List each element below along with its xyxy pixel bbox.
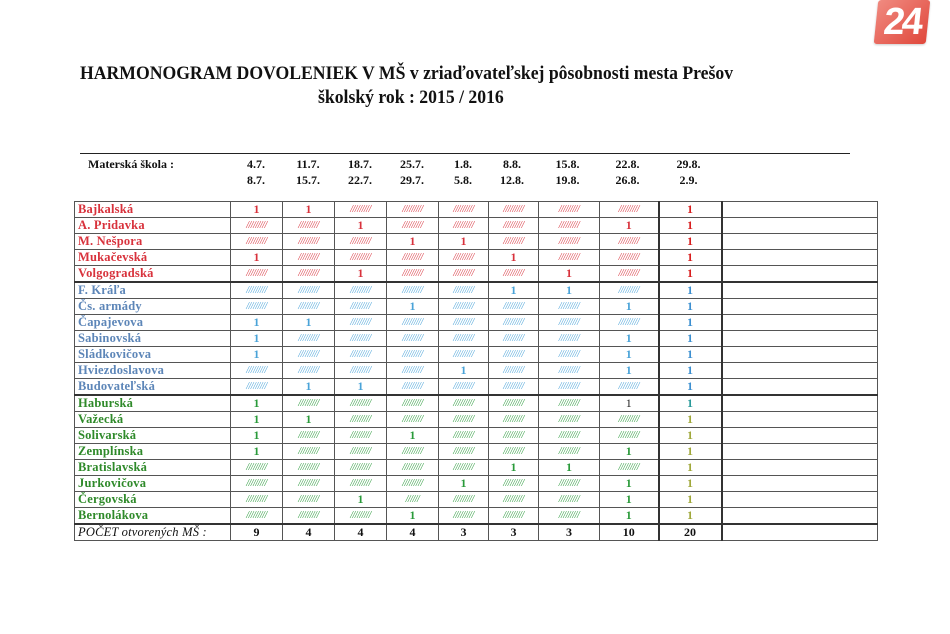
school-name: Bratislavská [75,460,231,476]
open-cell: 1 [231,395,283,412]
closed-cell: ///////// [439,282,489,299]
open-cell: 1 [659,202,722,218]
closed-cell: ///////// [283,444,335,460]
closed-cell: ///////// [489,315,539,331]
closed-cell: ///////// [231,363,283,379]
open-cell: 1 [231,250,283,266]
closed-cell: ///////// [387,395,439,412]
school-name: Čapajevova [75,315,231,331]
closed-cell: ///////// [439,395,489,412]
open-cell: 1 [387,299,439,315]
open-cell: 1 [489,460,539,476]
empty-cell [722,266,878,283]
closed-cell: ///////// [539,444,600,460]
week-start: 1.8. [454,157,472,171]
closed-cell: ///////// [283,347,335,363]
closed-cell: ///////// [489,444,539,460]
open-cell: 1 [659,476,722,492]
closed-cell: ///////// [539,363,600,379]
table-row [75,299,878,315]
open-cell: 1 [489,250,539,266]
week-end: 8.7. [247,173,265,187]
open-cell: 1 [600,508,659,525]
closed-cell: ///////// [439,299,489,315]
closed-cell: ///////// [600,379,659,396]
header-label: Materská škola : [88,157,174,171]
week-start: 25.7. [400,157,424,171]
open-cell: 1 [231,428,283,444]
total-value: 4 [387,524,439,541]
closed-cell: ///////// [387,412,439,428]
closed-cell: ///////// [283,218,335,234]
table-row [75,282,878,299]
closed-cell: ///////// [335,234,387,250]
closed-cell: ///////// [283,395,335,412]
open-cell: 1 [489,282,539,299]
week-end: 15.7. [296,173,320,187]
closed-cell: ///////// [489,412,539,428]
table-row [75,234,878,250]
empty-cell [722,282,878,299]
closed-cell: ///////// [489,476,539,492]
empty-cell [722,412,878,428]
open-cell: 1 [439,234,489,250]
empty-cell [722,379,878,396]
closed-cell: ///////// [231,508,283,525]
header-week-7 [537,156,598,188]
open-cell: 1 [659,331,722,347]
closed-cell: ///////// [539,234,600,250]
closed-cell: ///////// [489,395,539,412]
header-week-3 [334,156,386,188]
empty-cell [722,444,878,460]
closed-cell: ///////// [539,202,600,218]
closed-cell: ///////// [439,202,489,218]
table-row [75,331,878,347]
total-value: 3 [539,524,600,541]
table-row [75,363,878,379]
empty-cell [722,234,878,250]
closed-cell: ///////// [600,202,659,218]
open-cell: 1 [600,363,659,379]
totals-label: POČET otvorených MŠ : [75,524,231,541]
closed-cell: ///////// [439,428,489,444]
open-cell: 1 [659,282,722,299]
total-value: 9 [231,524,283,541]
table-row [75,315,878,331]
header-week-8 [598,156,657,188]
closed-cell: ///////// [231,218,283,234]
closed-cell: ///////// [439,315,489,331]
empty-cell [722,250,878,266]
open-cell: 1 [387,234,439,250]
empty-cell [722,299,878,315]
open-cell: 1 [659,363,722,379]
empty-cell [722,492,878,508]
closed-cell: ///////// [387,347,439,363]
closed-cell: ///////// [231,282,283,299]
week-start: 11.7. [296,157,320,171]
closed-cell: ///////// [283,363,335,379]
school-name: Sládkovičova [75,347,231,363]
closed-cell: ///////// [387,379,439,396]
closed-cell: ///////// [231,234,283,250]
table-row [75,250,878,266]
table-row [75,508,878,525]
closed-cell: ///////// [283,299,335,315]
closed-cell: ///////// [283,250,335,266]
school-name: Sabinovská [75,331,231,347]
closed-cell: ///////// [439,347,489,363]
empty-cell [722,331,878,347]
week-start: 15.8. [555,157,580,171]
open-cell: 1 [387,428,439,444]
header-week-1 [230,156,282,188]
closed-cell: ///////// [387,476,439,492]
open-cell: 1 [659,395,722,412]
open-cell: 1 [600,492,659,508]
open-cell: 1 [539,266,600,283]
school-name: Bajkalská [75,202,231,218]
week-end: 22.7. [348,173,372,187]
closed-cell: ///////// [387,315,439,331]
school-name: Važecká [75,412,231,428]
closed-cell: ///////// [600,234,659,250]
week-start: 18.7. [348,157,372,171]
open-cell: 1 [659,444,722,460]
week-start: 4.7. [247,157,265,171]
closed-cell: ///////// [283,266,335,283]
closed-cell: ///////// [539,315,600,331]
closed-cell: ///////// [439,379,489,396]
vacation-schedule-table [74,201,878,541]
closed-cell: ///////// [539,412,600,428]
closed-cell: ///////// [489,202,539,218]
empty-cell [722,508,878,525]
header-rule [80,153,850,154]
closed-cell: ///////// [335,412,387,428]
closed-cell: ///////// [335,428,387,444]
closed-cell: ///////// [231,266,283,283]
closed-cell: ///////// [335,299,387,315]
closed-cell: ///////// [335,444,387,460]
closed-cell: ///////// [283,428,335,444]
school-name: Mukačevská [75,250,231,266]
open-cell: 1 [231,331,283,347]
school-name: Haburská [75,395,231,412]
closed-cell: ///////// [335,282,387,299]
closed-cell: ///////// [600,315,659,331]
closed-cell: ///////// [283,331,335,347]
closed-cell: ///////// [335,347,387,363]
closed-cell: ///////// [489,218,539,234]
closed-cell: ///////// [489,331,539,347]
school-name: F. Kráľa [75,282,231,299]
closed-cell: ///////// [489,428,539,444]
school-name: A. Pridavka [75,218,231,234]
week-start: 8.8. [503,157,521,171]
closed-cell: ///////// [387,250,439,266]
open-cell: 1 [659,234,722,250]
open-cell: 1 [659,266,722,283]
open-cell: 1 [659,508,722,525]
closed-cell: ///////// [539,476,600,492]
total-value: 4 [335,524,387,541]
open-cell: 1 [439,363,489,379]
closed-cell: ///////// [439,331,489,347]
empty-cell [722,524,878,541]
closed-cell: ///////// [335,202,387,218]
closed-cell: ///////// [439,508,489,525]
open-cell: 1 [659,460,722,476]
open-cell: 1 [659,428,722,444]
closed-cell: ///////// [600,266,659,283]
empty-cell [722,315,878,331]
open-cell: 1 [600,299,659,315]
closed-cell: ///////// [439,250,489,266]
totals-row [75,524,878,541]
portal-24-logo: 24 [874,0,931,44]
closed-cell: ///////// [283,234,335,250]
total-value: 3 [489,524,539,541]
open-cell: 1 [600,331,659,347]
week-end: 2.9. [679,173,698,187]
header-week-9 [657,156,720,188]
week-start: 22.8. [615,157,640,171]
open-cell: 1 [283,202,335,218]
closed-cell: ///////// [600,250,659,266]
school-name: Bernolákova [75,508,231,525]
closed-cell: ///////// [539,331,600,347]
open-cell: 1 [659,218,722,234]
table-row [75,428,878,444]
open-cell: 1 [335,492,387,508]
closed-cell: ///////// [335,363,387,379]
total-value: 3 [439,524,489,541]
open-cell: 1 [231,444,283,460]
closed-cell: ///////// [387,460,439,476]
closed-cell: ///////// [539,428,600,444]
closed-cell: ///////// [335,395,387,412]
closed-cell: ///////// [489,363,539,379]
closed-cell: ///////// [439,460,489,476]
closed-cell: ///////// [335,250,387,266]
school-name: Zemplínska [75,444,231,460]
closed-cell: ///////// [539,508,600,525]
header-week-5 [438,156,488,188]
open-cell: 1 [659,379,722,396]
closed-cell: ///////// [439,266,489,283]
closed-cell: ///////// [539,347,600,363]
empty-cell [722,476,878,492]
school-name: M. Nešpora [75,234,231,250]
closed-cell: ///////// [283,460,335,476]
header-week-4 [386,156,438,188]
closed-cell: ///////// [387,331,439,347]
school-name: Jurkovičova [75,476,231,492]
open-cell: 1 [335,266,387,283]
closed-cell: ///////// [231,299,283,315]
open-cell: 1 [539,282,600,299]
open-cell: 1 [539,460,600,476]
header-week-2 [282,156,334,188]
open-cell: 1 [659,315,722,331]
closed-cell: ///////// [335,476,387,492]
open-cell: 1 [659,250,722,266]
empty-cell [722,428,878,444]
open-cell: 1 [335,218,387,234]
open-cell: 1 [600,395,659,412]
closed-cell: ///////// [600,460,659,476]
total-value: 4 [283,524,335,541]
open-cell: 1 [283,315,335,331]
closed-cell: ///////// [231,379,283,396]
closed-cell: ///////// [439,444,489,460]
closed-cell: ///////// [387,282,439,299]
open-cell: 1 [600,444,659,460]
table-row [75,492,878,508]
empty-cell [722,202,878,218]
school-name: Čergovská [75,492,231,508]
closed-cell: ///////// [489,379,539,396]
closed-cell: ///////// [539,250,600,266]
table-row [75,218,878,234]
closed-cell: ///////// [489,492,539,508]
closed-cell: ///////// [283,492,335,508]
closed-cell: ///////// [539,379,600,396]
closed-cell: ///////// [387,444,439,460]
title-line-1: HARMONOGRAM DOVOLENIEK V MŠ v zriaďovateľskej pôsobnosti mesta Prešov [80,63,734,84]
open-cell: 1 [600,347,659,363]
closed-cell: ///////// [489,347,539,363]
week-end: 26.8. [615,173,640,187]
closed-cell: ///////// [539,395,600,412]
empty-cell [722,347,878,363]
title-line-2: školský rok : 2015 / 2016 [318,87,504,108]
closed-cell: ///////// [335,460,387,476]
open-cell: 1 [600,218,659,234]
week-end: 19.8. [555,173,580,187]
table-row [75,444,878,460]
closed-cell: ///////// [489,266,539,283]
closed-cell: ///////// [335,315,387,331]
closed-cell: ///////// [387,363,439,379]
closed-cell: ///////// [387,202,439,218]
open-cell: 1 [600,476,659,492]
open-cell: 1 [231,315,283,331]
open-cell: 1 [283,412,335,428]
table-row [75,347,878,363]
closed-cell: ///////// [539,218,600,234]
closed-cell: ///////// [283,508,335,525]
empty-cell [722,218,878,234]
closed-cell: ///////// [489,234,539,250]
open-cell: 1 [231,202,283,218]
open-cell: 1 [659,299,722,315]
table-row [75,395,878,412]
closed-cell: ///////// [283,282,335,299]
closed-cell: ///////// [439,492,489,508]
closed-cell: ///////// [283,476,335,492]
week-end: 5.8. [454,173,472,187]
open-cell: 1 [335,379,387,396]
empty-cell [722,395,878,412]
closed-cell: ///////// [335,508,387,525]
school-name: Hviezdoslavova [75,363,231,379]
table-row [75,412,878,428]
school-name: Budovateľská [75,379,231,396]
week-end: 12.8. [500,173,524,187]
open-cell: 1 [659,347,722,363]
table-row [75,379,878,396]
closed-cell: ///////// [600,282,659,299]
open-cell: 1 [659,412,722,428]
open-cell: 1 [659,492,722,508]
table-row [75,202,878,218]
closed-cell: ///////// [489,299,539,315]
closed-cell: ///////// [231,476,283,492]
closed-cell: ///////// [489,508,539,525]
empty-cell [722,363,878,379]
week-end: 29.7. [400,173,424,187]
closed-cell: ///////// [600,428,659,444]
open-cell: 1 [283,379,335,396]
school-name: Solivarská [75,428,231,444]
closed-cell: ///////// [387,266,439,283]
header-week-6 [487,156,537,188]
open-cell: 1 [439,476,489,492]
table-row [75,476,878,492]
open-cell: 1 [231,412,283,428]
open-cell: 1 [231,347,283,363]
closed-cell: ///////// [335,331,387,347]
closed-cell: ///////// [231,492,283,508]
closed-cell: ///////// [231,460,283,476]
table-row [75,460,878,476]
school-name: Volgogradská [75,266,231,283]
school-name: Čs. armády [75,299,231,315]
closed-cell: ///////// [539,492,600,508]
open-cell: 1 [387,508,439,525]
closed-cell: ///////// [539,299,600,315]
week-start: 29.8. [676,157,701,171]
empty-cell [722,460,878,476]
table-row [75,266,878,283]
total-value: 10 [600,524,659,541]
closed-cell: ///////// [439,218,489,234]
closed-cell: ///////// [600,412,659,428]
total-value: 20 [659,524,722,541]
closed-cell: ///////// [387,218,439,234]
closed-cell: ////// [387,492,439,508]
closed-cell: ///////// [439,412,489,428]
